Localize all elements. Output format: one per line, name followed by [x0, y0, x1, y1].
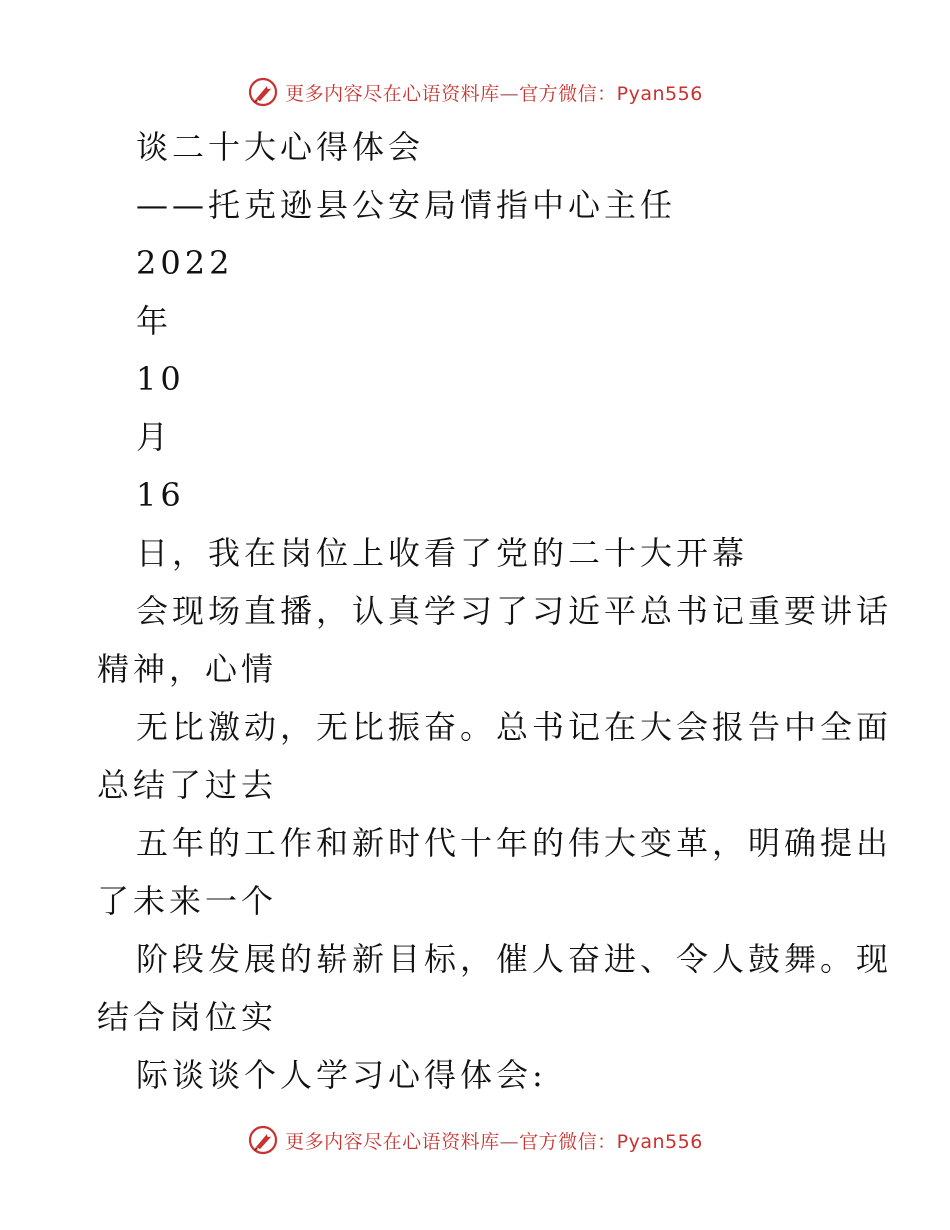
text-line: 阶段发展的崭新目标，催人奋进、令人鼓舞。现 — [136, 940, 893, 978]
footer-watermark-banner — [0, 1120, 950, 1160]
document-title: 谈二十大心得体会 — [136, 128, 425, 166]
text-line: 年 — [136, 302, 173, 340]
text-line: 五年的工作和新时代十年的伟大变革，明确提出 — [136, 824, 893, 862]
text-line: 际谈谈个人学习心得体会: — [136, 1056, 547, 1094]
banner-text: 更多内容尽在心语资料库—官方微信：Pyan556 — [285, 1130, 703, 1153]
text-line: 精神，心情 — [97, 650, 278, 688]
text-line: 2022 — [136, 244, 234, 282]
text-line: 总结了过去 — [97, 766, 278, 804]
text-line: 月 — [136, 418, 173, 456]
text-line: 会现场直播，认真学习了习近平总书记重要讲话 — [136, 592, 893, 630]
document-subtitle: ——托克逊县公安局情指中心主任 — [136, 186, 677, 224]
pen-logo-icon — [247, 1124, 279, 1156]
text-line: 16 — [136, 476, 185, 514]
text-line: 10 — [136, 360, 185, 398]
banner-text: 更多内容尽在心语资料库—官方微信：Pyan556 — [285, 82, 703, 105]
text-line: 日，我在岗位上收看了党的二十大开幕 — [136, 534, 749, 572]
text-line: 无比激动，无比振奋。总书记在大会报告中全面 — [136, 708, 893, 746]
text-line: 了未来一个 — [97, 882, 278, 920]
text-line: 结合岗位实 — [97, 998, 278, 1036]
